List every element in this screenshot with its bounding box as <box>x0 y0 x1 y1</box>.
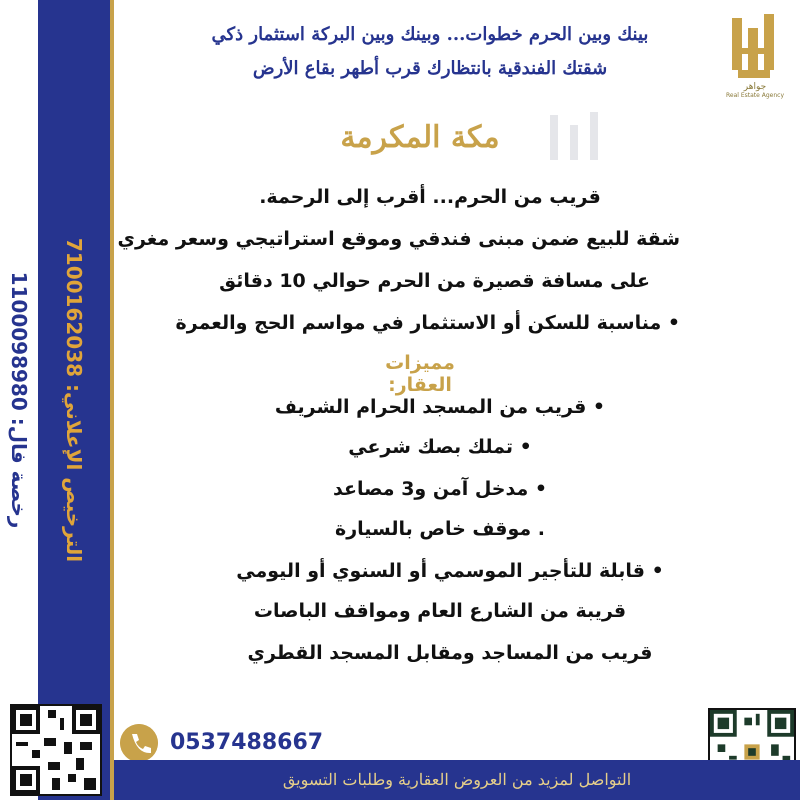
city-title: مكة المكرمة <box>340 120 500 155</box>
feature-item-3: • مدخل آمن و3 مصاعد <box>332 478 547 500</box>
features-title: مميزات العقار: <box>385 352 455 396</box>
feature-item-4: . موقف خاص بالسيارة <box>335 518 545 540</box>
body-line-2: شقة للبيع ضمن مبنى فندقي وموقع استراتيجي وسعر مغري <box>117 228 680 250</box>
header-slogan <box>160 18 700 86</box>
header-line-1: بينك وبين الحرم خطوات... وبينك وبين البركة استثمار ذكي <box>211 24 649 45</box>
footer-text: التواصل لمزيد من العروض العقارية وطلبات التسويق <box>282 770 632 789</box>
body-line-3: على مسافة قصيرة من الحرم حوالي 10 دقائق <box>219 270 650 292</box>
body-line-4: • مناسبة للسكن أو الاستثمار في مواسم الحج والعمرة <box>175 312 680 334</box>
feature-item-7: قريب من المساجد ومقابل المسجد القطري <box>247 642 653 664</box>
phone-number[interactable]: 0537488667 <box>170 730 324 755</box>
body-line-1: قريب من الحرم... أقرب إلى الرحمة. <box>259 186 601 208</box>
logo-sub: Real Estate Agency <box>726 92 784 99</box>
feature-item-1: • قريب من المسجد الحرام الشريف <box>274 396 606 418</box>
qr-code-left[interactable] <box>10 704 102 796</box>
feature-item-6: قريبة من الشارع العام ومواقف الباصات <box>253 600 627 622</box>
fal-license-text: رخصة فال: 1100098980 <box>7 271 31 529</box>
feature-item-2: • تملك بصك شرعي <box>348 436 532 458</box>
gold-divider <box>110 0 114 800</box>
feature-item-5: • قابلة للتأجير الموسمي أو السنوي أو اليومي <box>236 560 664 582</box>
logo-name: جواهر <box>743 82 767 92</box>
ad-license-text: الترخيص الإعلاني: 7100162038 <box>62 237 86 563</box>
header-line-2: شقتك الفندقية بانتظارك قرب أطهر بقاع الأرض <box>252 58 608 79</box>
watermark-icon <box>540 110 620 170</box>
phone-icon[interactable] <box>120 724 158 762</box>
logo-text <box>720 82 790 99</box>
